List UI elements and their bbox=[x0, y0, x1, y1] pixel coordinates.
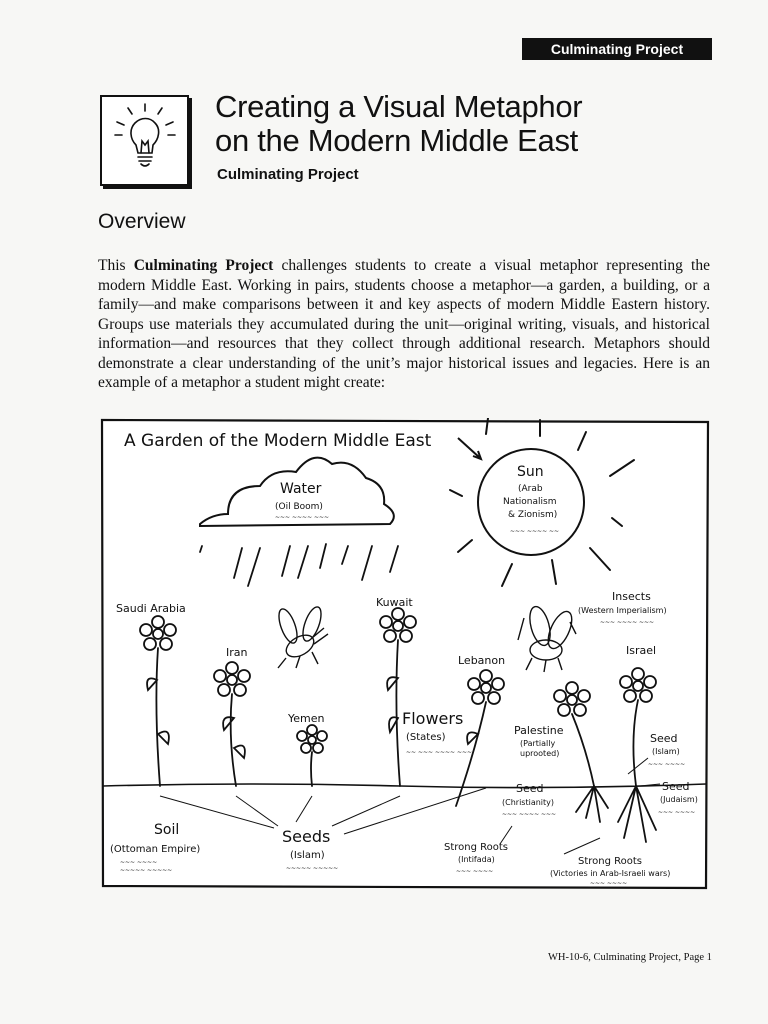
sun-sub-2: Nationalism bbox=[503, 497, 557, 507]
seeds-sub-label: (Islam) bbox=[290, 850, 325, 861]
lightbulb-icon bbox=[100, 95, 189, 186]
flowers-label: Flowers bbox=[402, 709, 464, 728]
palestine-sub-2: uprooted) bbox=[520, 749, 560, 758]
overview-heading: Overview bbox=[98, 210, 186, 233]
roots-intifada-sub: (Intifada) bbox=[458, 855, 495, 864]
seeds-label: Seeds bbox=[282, 827, 331, 846]
seed-islam-sub: (Islam) bbox=[652, 747, 680, 756]
svg-text:~~~ ~~~~: ~~~ ~~~~ bbox=[658, 809, 696, 816]
seed-islam-label: Seed bbox=[650, 732, 678, 745]
palestine-sub-1: (Partially bbox=[520, 739, 556, 748]
saudi-label: Saudi Arabia bbox=[116, 602, 186, 615]
lebanon-label: Lebanon bbox=[458, 654, 506, 667]
yemen-label: Yemen bbox=[288, 712, 325, 725]
page-subtitle: Culminating Project bbox=[217, 166, 359, 183]
svg-text:~~~ ~~~~ ~~: ~~~ ~~~~ ~~ bbox=[510, 528, 560, 535]
palestine-label: Palestine bbox=[514, 724, 564, 737]
paragraph-bold: Culminating Project bbox=[133, 257, 274, 274]
soil-sub-label: (Ottoman Empire) bbox=[110, 844, 201, 855]
seed-christianity-label: Seed bbox=[516, 782, 544, 795]
svg-text:~~~ ~~~~ ~~~: ~~~ ~~~~ ~~~ bbox=[502, 811, 557, 818]
seed-christianity-sub: (Christianity) bbox=[502, 798, 555, 807]
paragraph-intro: This bbox=[98, 257, 134, 274]
water-sub-label: (Oil Boom) bbox=[275, 502, 323, 512]
sun-sub-3: & Zionism) bbox=[508, 510, 558, 520]
svg-text:~~~~~ ~~~~~: ~~~~~ ~~~~~ bbox=[120, 867, 173, 874]
flowers-sub-label: (States) bbox=[406, 732, 446, 743]
soil-label: Soil bbox=[154, 822, 180, 838]
svg-text:~~~ ~~~~: ~~~ ~~~~ bbox=[590, 880, 628, 887]
seed-judaism-sub: (Judaism) bbox=[660, 795, 698, 804]
page-footer: WH-10-6, Culminating Project, Page 1 bbox=[548, 952, 712, 963]
garden-heading: A Garden of the Modern Middle East bbox=[124, 431, 432, 451]
page-title bbox=[215, 90, 582, 158]
roots-victories-label: Strong Roots bbox=[578, 856, 643, 867]
seed-judaism-label: Seed bbox=[662, 780, 690, 793]
roots-intifada-label: Strong Roots bbox=[444, 842, 509, 853]
iran-label: Iran bbox=[226, 646, 248, 659]
figure-frame bbox=[102, 420, 708, 888]
svg-text:~~~~~ ~~~~~: ~~~~~ ~~~~~ bbox=[286, 865, 339, 872]
title-line-1: Creating a Visual Metaphor bbox=[215, 89, 583, 124]
garden-illustration bbox=[100, 418, 712, 890]
overview-paragraph bbox=[98, 256, 710, 393]
insects-label: Insects bbox=[612, 590, 651, 603]
paragraph-rest: challenges students to create a visual metaphor representing the modern Middle East. Working in pairs, students choose a metaphor—a garden, a building, or a family—and make comparisons between it and key aspects of modern Middle Eastern history. Groups use materials they accumulated during the unit—original writing, visuals, and historical information—and resources that they collect through additional research. Metaphors should demonstrate a clear understanding of the unit’s major historical issues and legacies. Here is an example of a metaphor a student might create: bbox=[98, 257, 710, 391]
svg-text:~~~ ~~~~: ~~~ ~~~~ bbox=[456, 868, 494, 875]
svg-text:~~~ ~~~~ ~~~: ~~~ ~~~~ ~~~ bbox=[275, 514, 330, 521]
water-label: Water bbox=[280, 481, 322, 497]
roots-victories-sub: (Victories in Arab-Israeli wars) bbox=[550, 869, 671, 878]
insects-sub-label: (Western Imperialism) bbox=[578, 606, 667, 615]
sun-sub-1: (Arab bbox=[518, 484, 543, 494]
svg-text:~~~ ~~~~: ~~~ ~~~~ bbox=[120, 859, 158, 866]
svg-text:~~~ ~~~~: ~~~ ~~~~ bbox=[648, 761, 686, 768]
title-line-2: on the Modern Middle East bbox=[215, 123, 578, 158]
svg-text:~~ ~~~ ~~~~ ~~~: ~~ ~~~ ~~~~ ~~~ bbox=[406, 749, 473, 756]
section-banner: Culminating Project bbox=[522, 38, 712, 60]
sun-label: Sun bbox=[517, 464, 544, 480]
kuwait-label: Kuwait bbox=[376, 596, 413, 609]
svg-text:~~~ ~~~~ ~~~: ~~~ ~~~~ ~~~ bbox=[600, 619, 655, 626]
israel-label: Israel bbox=[626, 644, 657, 657]
